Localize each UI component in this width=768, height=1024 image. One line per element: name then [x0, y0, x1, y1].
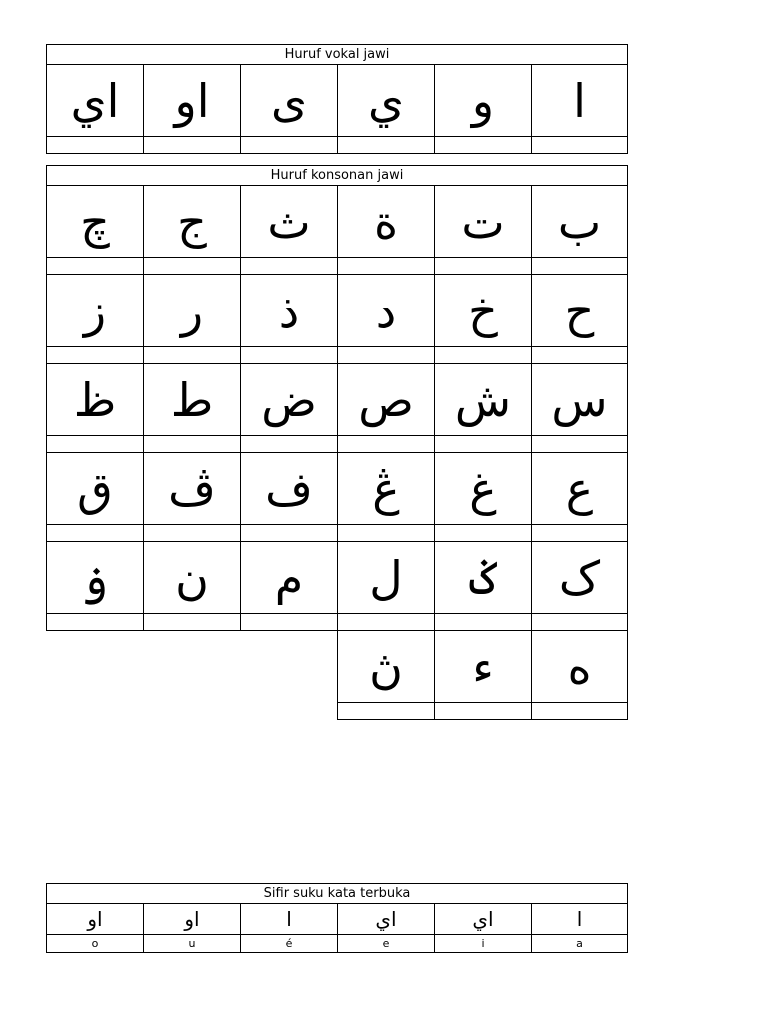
syllable-letter: او — [46, 904, 143, 935]
vowel-letter: ى — [240, 65, 337, 137]
vowel-table — [46, 44, 628, 154]
consonant-letter: خ — [434, 275, 531, 347]
empty-cell — [46, 614, 143, 631]
consonant-letter: ب — [531, 186, 628, 258]
empty-cell — [531, 347, 628, 364]
consonant-empty-row — [46, 525, 628, 542]
empty-cell — [434, 703, 531, 720]
consonant-letter-row — [46, 186, 628, 258]
vowel-letter: و — [434, 65, 531, 137]
empty-cell — [240, 436, 337, 453]
empty-cell — [46, 258, 143, 275]
consonant-letter: ة — [337, 186, 434, 258]
consonant-letter: ح — [531, 275, 628, 347]
consonant-letter: ط — [143, 364, 240, 436]
empty-cell — [531, 137, 628, 154]
syllable-letter-row — [46, 904, 628, 935]
consonant-letter-row — [46, 364, 628, 436]
romanized-label: é — [240, 935, 337, 953]
consonant-letter: ت — [434, 186, 531, 258]
consonant-letter: ڠ — [337, 453, 434, 525]
consonant-table-title: Huruf konsonan jawi — [46, 165, 628, 186]
consonant-letter: ص — [337, 364, 434, 436]
syllable-letter: ا — [531, 904, 628, 935]
consonant-letter: ض — [240, 364, 337, 436]
empty-cell — [531, 258, 628, 275]
consonant-letter: ڤ — [143, 453, 240, 525]
romanized-label: a — [531, 935, 628, 953]
empty-cell — [434, 525, 531, 542]
consonant-letter: ق — [46, 453, 143, 525]
consonant-empty-row — [46, 614, 628, 631]
empty-cell — [531, 703, 628, 720]
empty-cell — [337, 436, 434, 453]
consonant-letter-row-partial — [46, 631, 628, 703]
vowel-table-title: Huruf vokal jawi — [46, 44, 628, 65]
consonant-letter: ن — [143, 542, 240, 614]
romanized-label: e — [337, 935, 434, 953]
empty-cell — [337, 347, 434, 364]
vowel-letter: ي — [337, 65, 434, 137]
empty-cell — [143, 347, 240, 364]
consonant-letter: ء — [434, 631, 531, 703]
syllable-letter: ا — [240, 904, 337, 935]
empty-cell — [143, 258, 240, 275]
empty-cell — [434, 137, 531, 154]
consonant-empty-row-partial — [46, 703, 628, 720]
consonant-letter-row — [46, 453, 628, 525]
syllable-letter: اي — [337, 904, 434, 935]
consonant-letter: م — [240, 542, 337, 614]
vowel-letter: ا — [531, 65, 628, 137]
empty-cell — [143, 525, 240, 542]
romanized-label: u — [143, 935, 240, 953]
consonant-letter: ع — [531, 453, 628, 525]
empty-cell — [337, 137, 434, 154]
empty-cell — [531, 614, 628, 631]
empty-cell — [240, 347, 337, 364]
consonant-letter: س — [531, 364, 628, 436]
consonant-letter: د — [337, 275, 434, 347]
consonant-table — [46, 165, 628, 720]
consonant-letter: ذ — [240, 275, 337, 347]
empty-cell — [434, 347, 531, 364]
consonant-letter: ر — [143, 275, 240, 347]
consonant-letter: ج — [143, 186, 240, 258]
empty-cell — [46, 137, 143, 154]
empty-cell — [240, 614, 337, 631]
empty-cell — [46, 347, 143, 364]
consonant-letter: ث — [240, 186, 337, 258]
syllable-letter: او — [143, 904, 240, 935]
consonant-empty-row — [46, 347, 628, 364]
empty-cell — [240, 525, 337, 542]
romanized-label: o — [46, 935, 143, 953]
consonant-letter-row — [46, 542, 628, 614]
empty-cell — [337, 614, 434, 631]
empty-cell — [337, 703, 434, 720]
consonant-letter: ه — [531, 631, 628, 703]
syllable-table-title: Sifir suku kata terbuka — [46, 883, 628, 904]
vowel-letter: او — [143, 65, 240, 137]
romanized-label: i — [434, 935, 531, 953]
consonant-letter: چ — [46, 186, 143, 258]
empty-cell — [531, 436, 628, 453]
empty-cell — [434, 614, 531, 631]
syllable-romanized-row — [46, 935, 628, 953]
empty-cell — [531, 525, 628, 542]
consonant-empty-row — [46, 258, 628, 275]
consonant-letter: ل — [337, 542, 434, 614]
consonant-letter: غ — [434, 453, 531, 525]
consonant-letter: ش — [434, 364, 531, 436]
empty-cell — [143, 137, 240, 154]
consonant-letter: ک — [531, 542, 628, 614]
consonant-letter: ف — [240, 453, 337, 525]
empty-cell — [434, 436, 531, 453]
empty-cell — [46, 436, 143, 453]
consonant-empty-row — [46, 436, 628, 453]
empty-cell — [434, 258, 531, 275]
empty-cell — [143, 436, 240, 453]
consonant-letter: ظ — [46, 364, 143, 436]
consonant-letter: ڽ — [337, 631, 434, 703]
empty-cell — [240, 258, 337, 275]
syllable-table — [46, 883, 628, 953]
vowel-letter-row — [46, 65, 628, 137]
consonant-letter: ݢ — [434, 542, 531, 614]
empty-cell — [46, 525, 143, 542]
vowel-empty-row — [46, 137, 628, 154]
consonant-letter: ۏ — [46, 542, 143, 614]
consonant-letter-row — [46, 275, 628, 347]
empty-cell — [143, 614, 240, 631]
empty-cell — [240, 137, 337, 154]
vowel-letter: اي — [46, 65, 143, 137]
empty-cell — [337, 525, 434, 542]
consonant-letter: ز — [46, 275, 143, 347]
empty-cell — [337, 258, 434, 275]
syllable-letter: اي — [434, 904, 531, 935]
